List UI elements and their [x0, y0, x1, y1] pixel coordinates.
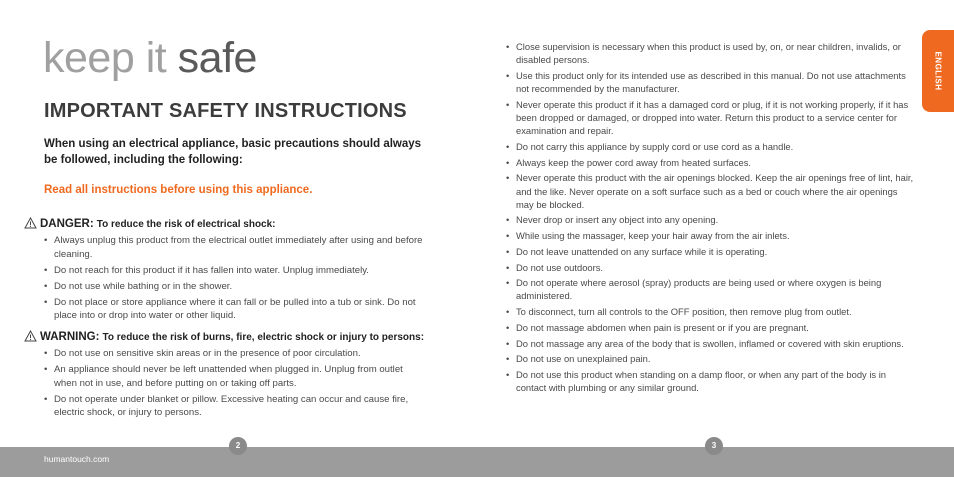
- warning-triangle-icon: [24, 217, 40, 232]
- warning-label: WARNING:: [40, 331, 100, 343]
- danger-description: To reduce the risk of electrical shock:: [96, 219, 276, 230]
- list-item: • Do not use on unexplained pain.: [506, 352, 916, 365]
- page-title: [43, 34, 257, 83]
- list-item: • Do not use this product when standing on a damp floor, or when any part of the body is in contact with plumbing or any similar ground.: [506, 368, 916, 394]
- list-item: • To disconnect, turn all controls to the OFF position, then remove plug from outlet.: [506, 305, 916, 318]
- list-item: • Do not use outdoors.: [506, 261, 916, 274]
- page-number-left: 2: [229, 437, 247, 455]
- list-item: • Always keep the power cord away from heated surfaces.: [506, 156, 916, 169]
- list-item: • Always unplug this product from the electrical outlet immediately after using and before cleaning.: [44, 234, 424, 261]
- list-item: • Do not place or store appliance where it can fall or be pulled into a tub or sink. Do not place into or drop into water or other liquid.: [44, 296, 424, 323]
- list-item: • While using the massager, keep your hair away from the air inlets.: [506, 229, 916, 242]
- warning-triangle-icon: [24, 330, 40, 345]
- title-light: keep it: [43, 34, 167, 82]
- list-item: • Do not use while bathing or in the shower.: [44, 280, 424, 294]
- list-item: • Do not reach for this product if it has fallen into water. Unplug immediately.: [44, 264, 424, 278]
- footer-bar: [0, 441, 954, 477]
- warning-description: To reduce the risk of burns, fire, electric shock or injury to persons:: [102, 332, 425, 343]
- page-number-right: 3: [705, 437, 723, 455]
- list-item: • Do not massage abdomen when pain is present or if you are pregnant.: [506, 321, 916, 334]
- list-item: • Do not operate where aerosol (spray) products are being used or where oxygen is being administered.: [506, 276, 916, 302]
- read-all-notice: Read all instructions before using this appliance.: [44, 184, 313, 196]
- list-item: • Do not leave unattended on any surface while it is operating.: [506, 245, 916, 258]
- section-heading: IMPORTANT SAFETY INSTRUCTIONS: [44, 100, 407, 122]
- list-item: • Close supervision is necessary when this product is used by, on, or near children, invalids, or disabled persons.: [506, 40, 916, 66]
- title-dark: safe: [177, 34, 257, 82]
- list-item: • Never drop or insert any object into any opening.: [506, 213, 916, 226]
- footer-url[interactable]: humantouch.com: [44, 454, 110, 464]
- intro-text: When using an electrical appliance, basic precautions should always be followed, including the following:: [44, 138, 422, 166]
- list-item: • Never operate this product if it has a damaged cord or plug, if it is not working properly, if it has been dropped or damaged, or dropped into water. Return this product to a service center for examination and repair.: [506, 98, 916, 138]
- language-tab-label: ENGLISH: [933, 51, 943, 91]
- list-item: • Do not massage any area of the body that is swollen, inflamed or covered with skin eruptions.: [506, 337, 916, 350]
- language-tab[interactable]: [922, 30, 954, 112]
- list-item: • Do not carry this appliance by supply cord or use cord as a handle.: [506, 140, 916, 153]
- list-item: • Never operate this product with the air openings blocked. Keep the air openings free of lint, hair, and the like. Never operate on a soft surface such as a bed or couch where the air openings may be blocked.: [506, 171, 916, 211]
- list-item: • An appliance should never be left unattended when plugged in. Unplug from outlet when not in use, and before putting on or taking off parts.: [44, 363, 424, 390]
- warning-list: [44, 347, 424, 422]
- list-item: • Do not use on sensitive skin areas or in the presence of poor circulation.: [44, 347, 424, 361]
- right-column-list: [506, 40, 916, 397]
- list-item: • Do not operate under blanket or pillow. Excessive heating can occur and cause fire, electric shock, or injury to persons.: [44, 393, 424, 420]
- danger-list: [44, 234, 424, 325]
- danger-label: DANGER:: [40, 218, 94, 230]
- danger-heading: [24, 217, 276, 232]
- warning-heading: [24, 330, 424, 345]
- list-item: • Use this product only for its intended use as described in this manual. Do not use attachments not recommended by the manufacturer.: [506, 69, 916, 95]
